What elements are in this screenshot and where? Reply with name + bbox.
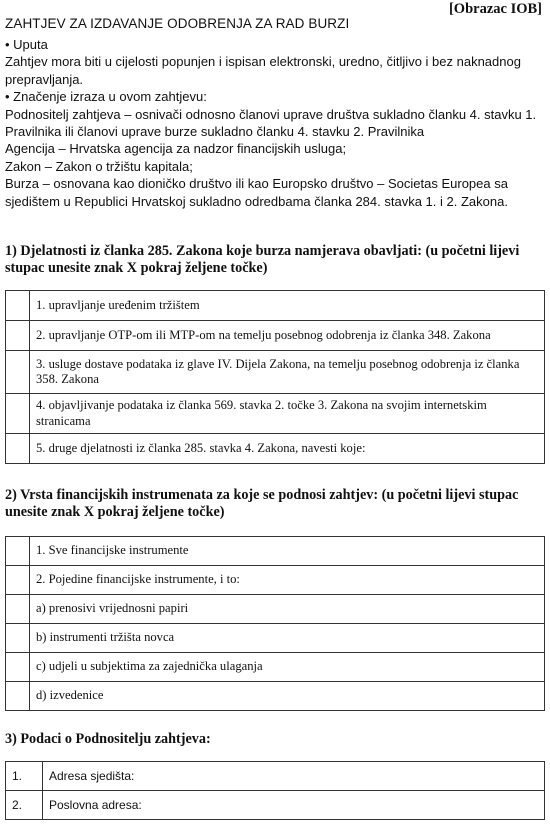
field-label: Adresa sjedišta: [49,769,135,783]
table-row [6,624,545,653]
applicant-table [5,761,545,820]
activity-checkbox-cell[interactable] [6,434,30,464]
definition-applicant: Podnositelj zahtjeva – osnivači odnosno članovi uprave društva sukladno članku 4. stavku 1. Pravilnika ili članovi uprave burze sukladno članku 4. stavku 2. Pravilnika [5,106,537,140]
activity-checkbox-cell[interactable] [6,351,30,394]
table-row [6,762,545,791]
instrument-checkbox-cell[interactable] [6,566,30,595]
instrument-label: 2. Pojedine financijske instrumente, i to: [30,566,545,595]
table-row [6,791,545,820]
table-row [6,351,545,394]
section2-heading: 2) Vrsta financijskih instrumenata za koje se podnosi zahtjev: (u početni lijevi stupac unesite znak X pokraj željene točke) [5,487,519,521]
instrument-checkbox-cell[interactable] [6,624,30,653]
activity-label: 3. usluge dostave podataka iz glave IV. Dijela Zakona, na temelju posebnog odobrenja iz članka 358. Zakona [30,351,545,394]
instruments-table [5,536,545,711]
table-row [6,566,545,595]
definition-law: Zakon – Zakon o tržištu kapitala; [5,158,193,174]
activity-label: 2. upravljanje OTP-om ili MTP-om na temelju posebnog odobrenja iz članka 348. Zakona [30,321,545,351]
activity-checkbox-cell[interactable] [6,394,30,434]
table-row [6,537,545,566]
table-row [6,321,545,351]
address-field[interactable] [43,762,545,791]
activity-label: 4. objavljivanje podataka iz članka 569. stavka 2. točke 3. Zakona na svojim internetskim stranicama [30,394,545,434]
activity-label: 1. upravljanje uređenim tržištem [30,291,545,321]
field-label: Poslovna adresa: [49,798,142,812]
instructions-text: Zahtjev mora biti u cijelosti popunjen i ispisan elektronski, uredno, čitljivo i bez naknadnog prepravljanja. [5,54,521,87]
activities-table [5,290,545,464]
activity-checkbox-cell[interactable] [6,321,30,351]
table-row [6,291,545,321]
instrument-checkbox-cell[interactable] [6,595,30,624]
row-number: 1. [6,762,43,791]
definition-exchange: Burza – osnovana kao dioničko društvo ili kao Europsko društvo – Societas Europea sa sjedištem u Republici Hrvatskoj sukladno odredbama članka 284. stavka 1. i 2. Zakona. [5,176,508,209]
definition-agency: Agencija – Hrvatska agencija za nadzor financijskih usluga; [5,141,347,157]
activity-checkbox-cell[interactable] [6,291,30,321]
instrument-label: 1. Sve financijske instrumente [30,537,545,566]
table-row [6,394,545,434]
table-row [6,434,545,464]
instructions-bullet: • Uputa [5,37,48,52]
row-number: 2. [6,791,43,820]
instrument-checkbox-cell[interactable] [6,682,30,711]
table-row [6,595,545,624]
instrument-label: a) prenosivi vrijednosni papiri [30,595,545,624]
section1-heading: 1) Djelatnosti iz članka 285. Zakona koje burza namjerava obavljati: (u početni lijevi stupac unesite znak X pokraj željene točke) [5,243,520,277]
form-code: [Obrazac IOB] [448,1,542,17]
instrument-checkbox-cell[interactable] [6,653,30,682]
definitions-bullet: • Značenje izraza u ovom zahtjevu: [5,89,207,105]
table-row [6,653,545,682]
intro-block [5,36,545,210]
business-address-field[interactable] [43,791,545,820]
instrument-checkbox-cell[interactable] [6,537,30,566]
activity-label: 5. druge djelatnosti iz članka 285. stavka 4. Zakona, navesti koje: [30,434,545,464]
form-title: ZAHTJEV ZA IZDAVANJE ODOBRENJA ZA RAD BURZI [5,16,350,31]
section3-heading: 3) Podaci o Podnositelju zahtjeva: [5,731,211,747]
instrument-label: b) instrumenti tržišta novca [30,624,545,653]
instrument-label: c) udjeli u subjektima za zajednička ulaganja [30,653,545,682]
instrument-label: d) izvedenice [30,682,545,711]
table-row [6,682,545,711]
